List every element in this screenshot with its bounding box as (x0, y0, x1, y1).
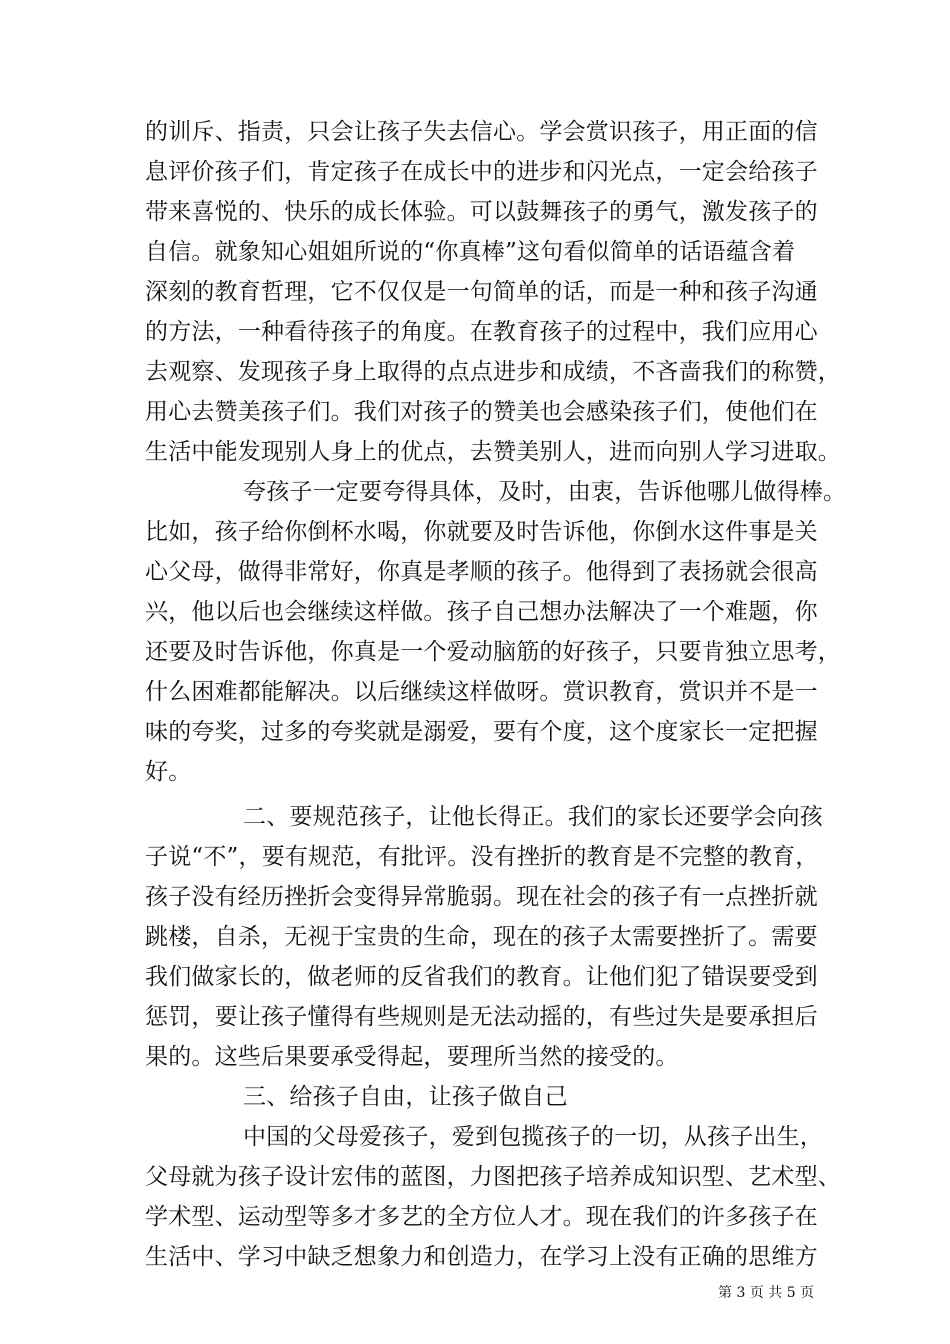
text-line: 生活中能发现别人身上的优点，去赞美别人，进而向别人学习进取。 (145, 439, 841, 465)
text-line: 的方法，一种看待孩子的角度。在教育孩子的过程中，我们应用心 (145, 319, 818, 345)
text-line: 好。 (145, 759, 192, 785)
text-line: 夸孩子一定要夸得具体，及时，由衷，告诉他哪儿做得棒。 (243, 479, 847, 505)
text-line: 孩子没有经历挫折会变得异常脆弱。现在社会的孩子有一点挫折就 (145, 884, 818, 910)
text-line: 学术型、运动型等多才多艺的全方位人才。现在我们的许多孩子在 (145, 1204, 818, 1230)
page-number: 第 3 页 共 5 页 (718, 1285, 815, 1301)
text-line: 息评价孩子们，肯定孩子在成长中的进步和闪光点，一定会给孩子 (145, 159, 818, 185)
text-line: 子说“不”，要有规范，有批评。没有挫折的教育是不完整的教育， (145, 844, 819, 870)
text-line: 比如，孩子给你倒杯水喝，你就要及时告诉他，你倒水这件事是关 (145, 519, 818, 545)
text-line: 果的。这些后果要承受得起，要理所当然的接受的。 (145, 1044, 679, 1070)
text-line: 去观察、发现孩子身上取得的点点进步和成绩，不吝啬我们的称赞， (145, 359, 841, 385)
text-line: 的训斥、指责，只会让孩子失去信心。学会赏识孩子，用正面的信 (145, 119, 818, 145)
text-line: 二、要规范孩子，让他长得正。我们的家长还要学会向孩 (243, 804, 823, 830)
text-line: 父母就为孩子设计宏伟的蓝图，力图把孩子培养成知识型、艺术型、 (145, 1164, 841, 1190)
text-line: 跳楼，自杀，无视于宝贵的生命，现在的孩子太需要挫折了。需要 (145, 924, 818, 950)
text-line: 还要及时告诉他，你真是一个爱动脑筋的好孩子，只要肯独立思考， (145, 639, 841, 665)
text-line: 生活中、学习中缺乏想象力和创造力，在学习上没有正确的思维方 (145, 1244, 818, 1270)
text-line: 我们做家长的，做老师的反省我们的教育。让他们犯了错误要受到 (145, 964, 818, 990)
text-line: 自信。就象知心姐姐所说的“你真棒”这句看似简单的话语蕴含着 (145, 239, 796, 265)
text-line: 什么困难都能解决。以后继续这样做呀。赏识教育，赏识并不是一 (145, 679, 818, 705)
text-line: 用心去赞美孩子们。我们对孩子的赞美也会感染孩子们，使他们在 (145, 399, 818, 425)
text-line: 味的夸奖，过多的夸奖就是溺爱，要有个度，这个度家长一定把握 (145, 719, 818, 745)
text-line: 惩罚，要让孩子懂得有些规则是无法动摇的，有些过失是要承担后 (145, 1004, 818, 1030)
text-line: 中国的父母爱孩子，爱到包揽孩子的一切，从孩子出生， (243, 1124, 823, 1150)
text-line: 兴，他以后也会继续这样做。孩子自己想办法解决了一个难题，你 (145, 599, 818, 625)
text-line: 心父母，做得非常好，你真是孝顺的孩子。他得到了表扬就会很高 (145, 559, 818, 585)
text-line: 深刻的教育哲理，它不仅仅是一句简单的话，而是一种和孩子沟通 (145, 279, 818, 305)
section-heading: 三、给孩子自由，让孩子做自己 (243, 1084, 568, 1110)
text-line: 带来喜悦的、快乐的成长体验。可以鼓舞孩子的勇气，激发孩子的 (145, 199, 818, 225)
